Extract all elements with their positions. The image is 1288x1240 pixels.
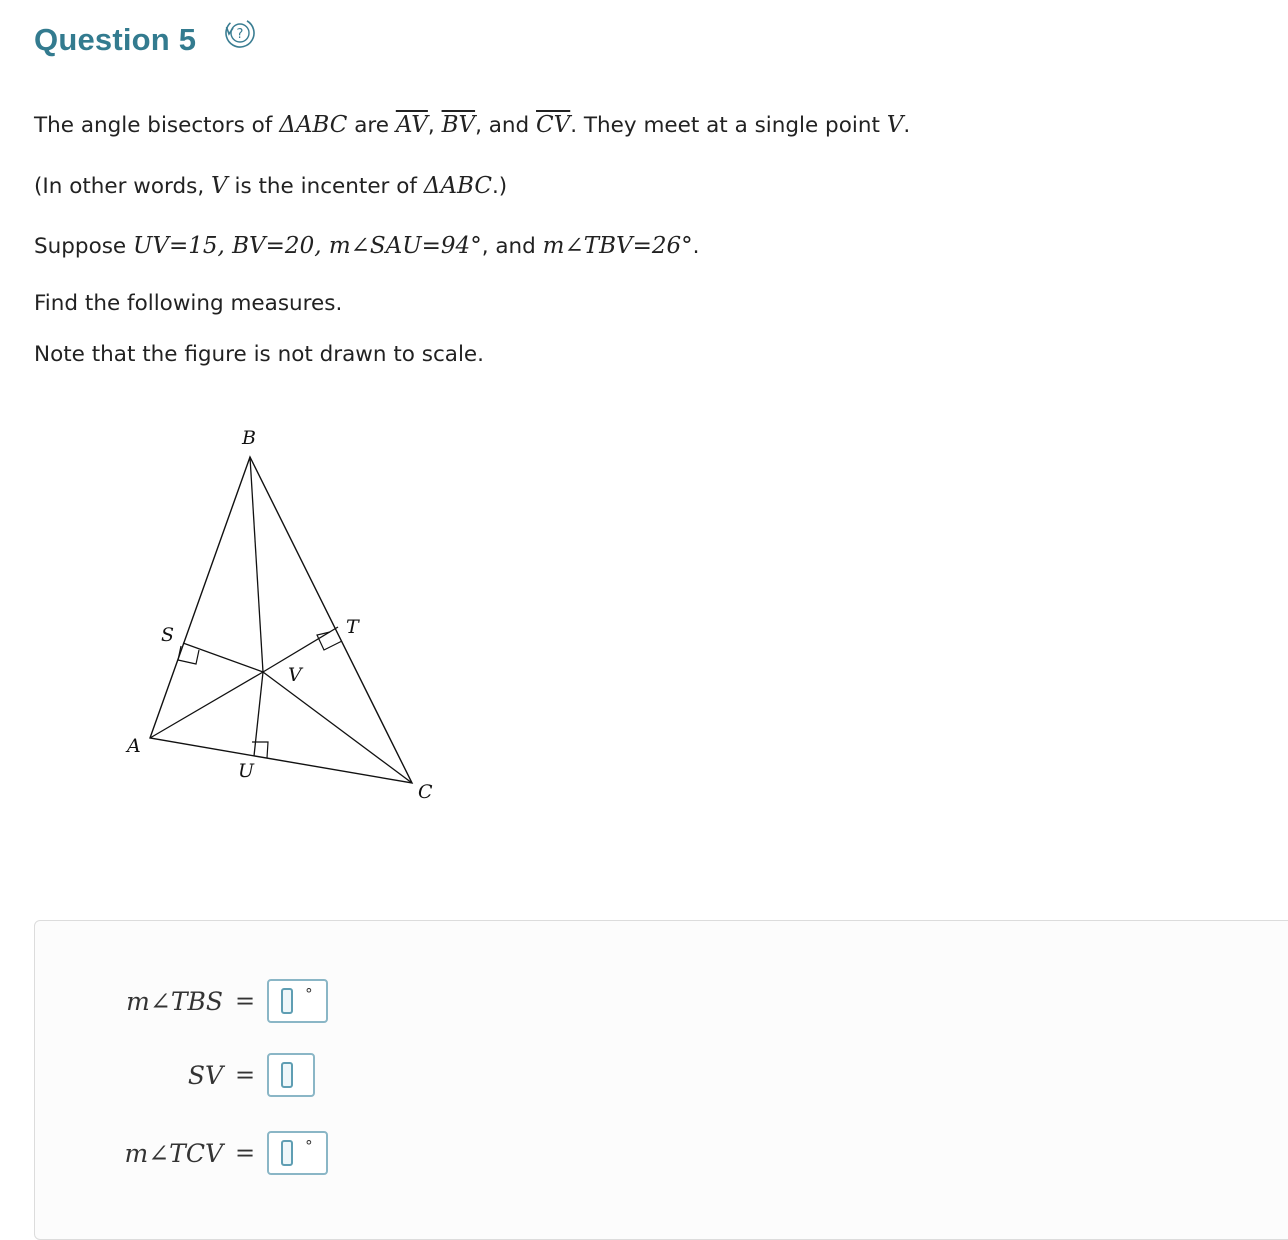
equals-sign: = (235, 1139, 256, 1167)
triangle-figure (110, 420, 460, 810)
label-v: V (288, 664, 302, 686)
text: , and (475, 113, 537, 138)
math-segment-bv: $\overline{BV}$ (441, 112, 476, 138)
math-triangle: ΔABC (279, 112, 348, 138)
label-t: T (346, 616, 359, 638)
text: is the incenter of (227, 174, 424, 199)
label-a: A (127, 735, 141, 757)
statement-line-2 (34, 173, 507, 199)
input-cursor (281, 988, 293, 1014)
math-given-values: UV=15, BV=20, m∠SAU=94° (133, 233, 482, 259)
answer-row-sv (99, 1053, 315, 1097)
label-u: U (238, 760, 255, 782)
statement-line-3 (34, 233, 699, 259)
answer-row-tcv (99, 1131, 328, 1175)
degree-unit: ° (305, 1137, 313, 1155)
triangle-abc (150, 457, 412, 783)
answer-label: SV (187, 1060, 223, 1090)
text: . (903, 113, 911, 138)
text: , (427, 113, 442, 138)
answer-row-tbs (99, 979, 328, 1023)
text: are (347, 113, 396, 138)
text: . They meet at a single point (570, 113, 887, 138)
label-c: C (418, 781, 433, 803)
instruction-text: Find the following measures. (34, 291, 343, 316)
perpendicular-vs (183, 643, 263, 672)
math-triangle: ΔABC (423, 173, 492, 199)
text: The angle bisectors of (34, 113, 280, 138)
text: , and (481, 234, 543, 259)
question-header (34, 22, 260, 58)
math-point-v: V (886, 112, 904, 138)
equals-sign: = (235, 1061, 256, 1089)
question-title: Question 5 (34, 22, 197, 57)
math-point-v: V (211, 173, 228, 199)
bisector-bv (250, 457, 263, 672)
label-b: B (242, 427, 256, 449)
answer-input-sv[interactable] (267, 1053, 315, 1097)
degree-unit: ° (305, 985, 313, 1003)
label-s: S (161, 624, 175, 646)
text: (In other words, (34, 174, 212, 199)
svg-text:?: ? (236, 27, 244, 42)
text: .) (491, 174, 508, 199)
answer-label: m∠TCV (124, 1138, 223, 1168)
answer-input-tbs[interactable] (267, 979, 328, 1023)
note-text: Note that the figure is not drawn to scale. (34, 342, 484, 367)
statement-line-1 (34, 112, 910, 138)
help-cycle-icon[interactable] (220, 13, 260, 53)
math-segment-av: $\overline{AV}$ (395, 112, 428, 138)
perpendicular-vu (254, 672, 263, 756)
bisector-av (150, 672, 263, 738)
equals-sign: = (235, 987, 256, 1015)
input-cursor (281, 1062, 293, 1088)
answer-label: m∠TBS (126, 986, 223, 1016)
bisector-cv (263, 672, 412, 783)
text: . (692, 234, 700, 259)
text: Suppose (34, 234, 133, 259)
math-segment-cv: $\overline{CV}$ (536, 112, 571, 138)
answer-panel (34, 920, 1288, 1240)
input-cursor (281, 1140, 293, 1166)
answer-input-tcv[interactable] (267, 1131, 328, 1175)
math-given-angle: m∠TBV=26° (542, 233, 693, 259)
